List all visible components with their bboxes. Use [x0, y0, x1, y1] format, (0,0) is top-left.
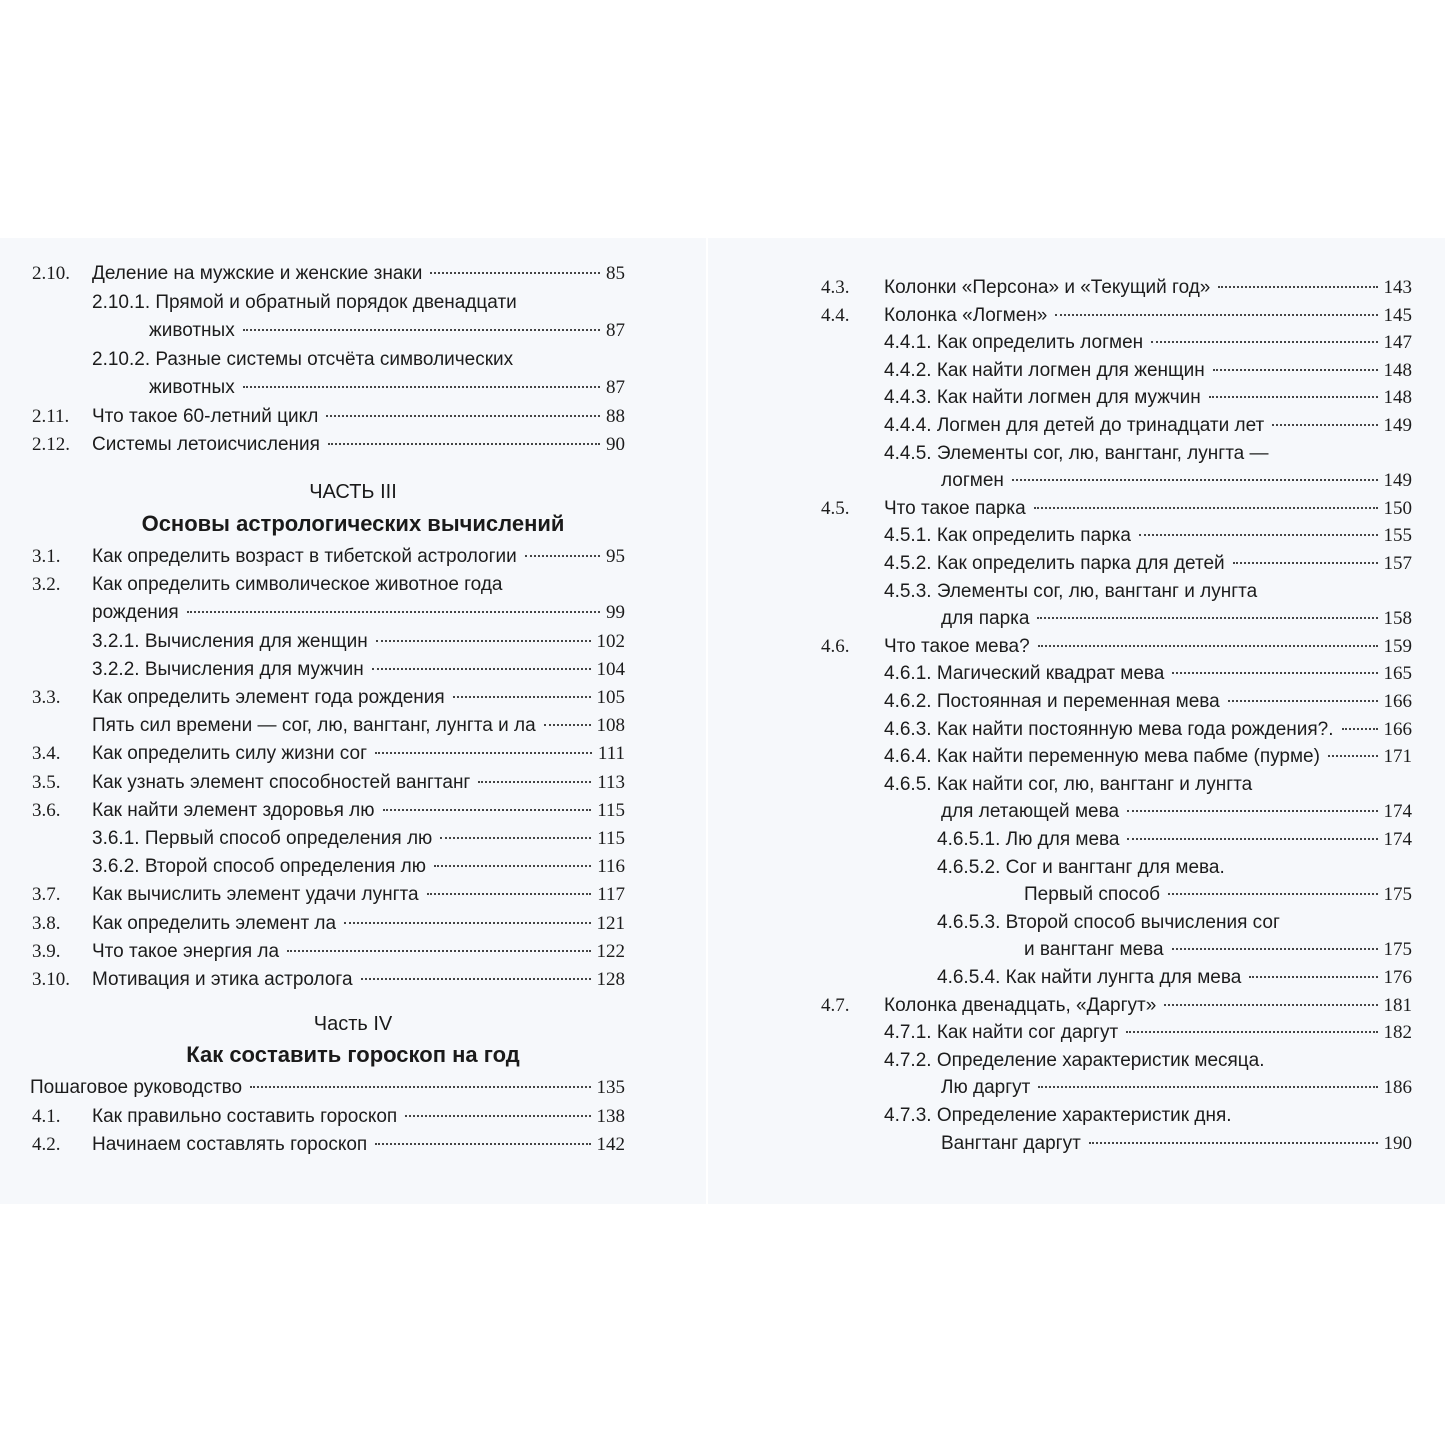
toc-entry-page: 190: [1383, 1132, 1412, 1154]
toc-entry: [708, 992, 1445, 1020]
toc-entry: [0, 431, 706, 459]
dot-leader: [344, 922, 590, 924]
dot-leader: [434, 865, 591, 867]
dot-leader: [1168, 893, 1378, 895]
part4-title: Как составить гороскоп на год: [186, 1042, 520, 1067]
toc-entry-number: 3.7.: [32, 884, 61, 906]
toc-entry-title: Как определить силу жизни сог: [92, 743, 368, 765]
dot-leader: [1164, 1004, 1377, 1006]
toc-entry-number: 3.2.: [32, 574, 61, 596]
toc-entry: [708, 854, 1445, 882]
toc-entry: [708, 412, 1445, 440]
toc-entry-page: 105: [596, 687, 625, 708]
dot-leader: [287, 950, 590, 952]
toc-entry: [708, 936, 1445, 964]
toc-entry-page: 182: [1383, 1022, 1412, 1044]
toc-entry: [0, 374, 706, 402]
toc-entry: [708, 329, 1445, 357]
toc-entry: [708, 522, 1445, 550]
toc-entry: [0, 825, 706, 853]
toc-entry-number: 4.1.: [32, 1105, 61, 1127]
dot-leader: [243, 386, 600, 388]
toc-entry-title: Мотивация и этика астролога: [92, 969, 353, 990]
toc-entry-number: 3.5.: [32, 771, 61, 793]
toc-entry: [708, 660, 1445, 688]
dot-leader: [243, 329, 600, 331]
dot-leader: [361, 978, 591, 980]
toc-entry-page: 87: [606, 320, 625, 341]
toc-entry-page: 165: [1383, 663, 1412, 685]
toc-entry-title: Что такое энергия ла: [92, 940, 280, 962]
toc-entry-title: Деление на мужские и женские знаки: [92, 263, 423, 284]
toc-entry-title: Как определить возраст в тибетской астрологии: [92, 546, 517, 567]
toc-entry-title: Вангтанг даргут: [941, 1132, 1081, 1154]
toc-entry-number: 4.7.: [821, 994, 850, 1016]
dot-leader: [328, 443, 600, 445]
toc-entry-title: логмен: [941, 470, 1004, 492]
toc-entry-page: 115: [597, 828, 625, 849]
toc-entry: [708, 550, 1445, 578]
toc-entry-page: 174: [1383, 801, 1412, 823]
toc-entry-page: 148: [1383, 359, 1412, 381]
toc-entry-title: 4.5.2. Как определить парка для детей: [884, 553, 1225, 574]
dot-leader: [1127, 838, 1377, 840]
toc-entry: [708, 881, 1445, 909]
toc-entry-title: животных: [149, 377, 235, 398]
toc-entry-title: Первый способ: [1024, 884, 1160, 906]
toc-entry: [708, 771, 1445, 799]
toc-entry-title: Что такое 60-летний цикл: [92, 405, 319, 427]
left-page: [0, 238, 706, 1204]
toc-entry-number: 2.12.: [32, 434, 70, 455]
toc-entry-title: 4.6.5.2. Сог и вангтанг для мева.: [937, 856, 1225, 878]
toc-entry: [708, 605, 1445, 633]
toc-entry-number: 3.9.: [32, 940, 61, 962]
dot-leader: [383, 809, 592, 811]
toc-entry-title: Системы летоисчисления: [92, 434, 320, 455]
toc-entry-page: 150: [1383, 497, 1412, 519]
toc-entry-number: 3.6.: [32, 799, 61, 821]
toc-entry: [0, 938, 706, 966]
toc-entry: [0, 1131, 706, 1159]
toc-entry-page: 122: [596, 940, 625, 962]
toc-entry: [0, 571, 706, 599]
toc-entry: [0, 684, 706, 712]
toc-entry-page: 138: [596, 1105, 625, 1127]
toc-entry-title: 4.6.5.4. Как найти лунгта для мева: [937, 967, 1242, 988]
toc-entry: [708, 688, 1445, 716]
toc-entry-title: 4.4.3. Как найти логмен для мужчин: [884, 387, 1201, 409]
dot-leader: [1172, 672, 1377, 674]
toc-entry-title: 4.7.2. Определение характеристик месяца.: [884, 1049, 1265, 1071]
toc-entry-title: 4.6.5. Как найти сог, лю, вангтанг и лунгта: [884, 773, 1253, 795]
part4-label: Часть IV: [313, 1013, 393, 1035]
toc-entry: [0, 910, 706, 938]
toc-entry-page: 181: [1383, 994, 1412, 1016]
toc-entry-number: 3.3.: [32, 687, 61, 708]
toc-entry-title: Пять сил времени — сог, лю, вангтанг, лунгта и ла: [92, 715, 536, 737]
toc-entry-page: 175: [1383, 884, 1412, 906]
toc-entry: [0, 966, 706, 994]
toc-entry-title: 2.10.2. Разные системы отсчёта символических: [92, 348, 514, 370]
toc-entry-title: Как узнать элемент способностей вангтанг: [92, 771, 471, 793]
toc-entry-page: 115: [597, 799, 625, 821]
dot-leader: [376, 640, 591, 642]
toc-entry: [708, 357, 1445, 385]
toc-entry-page: 128: [596, 969, 625, 990]
toc-entry-page: 157: [1383, 553, 1412, 574]
toc-entry-page: 166: [1383, 691, 1412, 712]
toc-entry-title: Что такое парка: [884, 497, 1026, 519]
toc-entry-number: 3.10.: [32, 969, 70, 990]
toc-entry: [708, 826, 1445, 854]
toc-entry-page: 88: [606, 405, 625, 427]
toc-entry-title: 4.6.3. Как найти постоянную мева года рождения?.: [884, 718, 1334, 740]
dot-leader: [1037, 617, 1377, 619]
toc-entry: [0, 769, 706, 797]
toc-entry-title: Колонки «Персона» и «Текущий год»: [884, 277, 1211, 298]
toc-entry-title: 3.2.1. Вычисления для женщин: [92, 630, 368, 652]
toc-entry-title: 3.6.1. Первый способ определения лю: [92, 828, 433, 849]
toc-entry: [0, 346, 706, 374]
toc-entry: [708, 798, 1445, 826]
toc-entry-page: 135: [596, 1077, 625, 1098]
toc-entry-page: 87: [606, 377, 625, 398]
dot-leader: [375, 752, 592, 754]
dot-leader: [1038, 1086, 1377, 1088]
dot-leader: [1272, 424, 1377, 426]
toc-entry: [708, 274, 1445, 302]
toc-entry: [0, 260, 706, 288]
toc-entry-title: 3.2.2. Вычисления для мужчин: [92, 658, 364, 680]
dot-leader: [1055, 314, 1377, 316]
toc-entry-title: 4.6.5.1. Лю для мева: [937, 829, 1120, 850]
toc-entry-page: 148: [1383, 387, 1412, 409]
toc-entry-page: 117: [597, 884, 625, 906]
dot-leader: [478, 781, 591, 783]
part3-title: Основы астрологических вычислений: [141, 511, 565, 536]
toc-entry: [708, 716, 1445, 744]
toc-entry-title: Лю даргут: [941, 1077, 1031, 1099]
toc-entry-number: 4.3.: [821, 277, 850, 298]
dot-leader: [1228, 700, 1378, 702]
dot-leader: [1038, 645, 1378, 647]
dot-leader: [1328, 755, 1378, 757]
toc-entry-title: Как определить элемент ла: [92, 912, 337, 934]
toc-entry-title: Колонка «Логмен»: [884, 304, 1048, 326]
toc-entry: [0, 656, 706, 684]
toc-entry-title: Как определить символическое животное года: [92, 574, 503, 596]
toc-entry: [708, 467, 1445, 495]
toc-entry-title: для летающей мева: [941, 801, 1120, 823]
toc-entry-page: 155: [1383, 525, 1412, 547]
dot-leader: [1034, 507, 1378, 509]
toc-entry-page: 171: [1383, 746, 1412, 768]
toc-entry-title: Что такое мева?: [884, 635, 1030, 657]
dot-leader: [250, 1086, 590, 1088]
toc-entry-page: 116: [597, 856, 625, 878]
toc-entry: [0, 1074, 706, 1102]
toc-entry-title: 4.5.1. Как определить парка: [884, 525, 1131, 547]
toc-entry: [708, 1130, 1445, 1158]
toc-entry: [0, 740, 706, 768]
toc-entry: [0, 403, 706, 431]
toc-entry: [0, 317, 706, 345]
toc-entry-title: 4.4.4. Логмен для детей до тринадцати лет: [884, 415, 1265, 436]
toc-entry-page: 159: [1383, 635, 1412, 657]
toc-entry: [0, 881, 706, 909]
toc-entry-title: 4.6.2. Постоянная и переменная мева: [884, 691, 1220, 712]
dot-leader: [326, 415, 600, 417]
toc-entry-title: 4.6.5.3. Второй способ вычисления сог: [937, 911, 1280, 933]
toc-entry: [708, 384, 1445, 412]
toc-entry-title: 4.7.1. Как найти сог даргут: [884, 1022, 1119, 1044]
toc-entry-number: 4.4.: [821, 304, 850, 326]
toc-entry: [0, 712, 706, 740]
dot-leader: [1012, 479, 1378, 481]
toc-entry-title: 4.4.1. Как определить логмен: [884, 332, 1144, 354]
dot-leader: [1233, 562, 1378, 564]
toc-entry-title: Начинаем составлять гороскоп: [92, 1134, 368, 1155]
dot-leader: [187, 611, 600, 613]
toc-entry-number: 3.1.: [32, 546, 61, 567]
dot-leader: [1213, 369, 1378, 371]
dot-leader: [453, 696, 591, 698]
toc-entry-page: 149: [1383, 415, 1412, 436]
toc-entry: [0, 543, 706, 571]
toc-entry: [708, 1019, 1445, 1047]
toc-entry: [708, 1074, 1445, 1102]
toc-entry: [708, 1102, 1445, 1130]
toc-entry: [0, 289, 706, 317]
dot-leader: [1139, 534, 1378, 536]
dot-leader: [525, 555, 600, 557]
toc-entry: [708, 633, 1445, 661]
dot-leader: [1126, 1031, 1377, 1033]
toc-entry-title: 3.6.2. Второй способ определения лю: [92, 856, 426, 878]
toc-entry-page: 147: [1383, 332, 1412, 354]
toc-entry-page: 99: [606, 602, 625, 624]
toc-entry-title: 4.7.3. Определение характеристик дня.: [884, 1105, 1232, 1126]
toc-entry-title: 4.4.5. Элементы сог, лю, вангтанг, лунгта —: [884, 442, 1269, 464]
toc-entry: [708, 743, 1445, 771]
toc-entry: [708, 909, 1445, 937]
toc-entry-title: 4.6.1. Магический квадрат мева: [884, 663, 1165, 685]
toc-entry-title: животных: [149, 320, 235, 341]
toc-entry-number: 4.6.: [821, 635, 850, 657]
toc-entry-page: 158: [1383, 608, 1412, 630]
toc-entry-page: 175: [1383, 939, 1412, 961]
toc-entry-title: Как определить элемент года рождения: [92, 687, 445, 708]
toc-entry-page: 143: [1383, 277, 1412, 298]
toc-entry-page: 108: [596, 715, 625, 737]
toc-entry: [0, 853, 706, 881]
toc-entry-page: 145: [1383, 304, 1412, 326]
dot-leader: [430, 272, 600, 274]
toc-entry-title: Пошаговое руководство: [30, 1077, 243, 1098]
toc-entry-page: 90: [606, 434, 625, 455]
toc-entry-page: 111: [597, 743, 625, 765]
toc-entry-title: 4.4.2. Как найти логмен для женщин: [884, 359, 1205, 381]
toc-entry-page: 142: [596, 1134, 625, 1155]
toc-entry-title: 4.6.4. Как найти переменную мева пабме (пурме): [884, 746, 1320, 768]
toc-entry-number: 2.11.: [32, 405, 70, 427]
dot-leader: [372, 668, 591, 670]
toc-entry-title: Колонка двенадцать, «Даргут»: [884, 994, 1157, 1016]
toc-entry-number: 3.4.: [32, 743, 61, 765]
toc-entry: [0, 599, 706, 627]
toc-entry-page: 85: [606, 263, 625, 284]
dot-leader: [544, 724, 591, 726]
toc-entry: [0, 797, 706, 825]
toc-entry-title: Как вычислить элемент удачи лунгта: [92, 884, 419, 906]
toc-entry: [708, 1047, 1445, 1075]
toc-entry-page: 186: [1383, 1077, 1412, 1099]
toc-entry: [708, 964, 1445, 992]
toc-entry: [708, 440, 1445, 468]
toc-entry-number: 2.10.: [32, 263, 70, 284]
part3-label: ЧАСТЬ III: [309, 481, 397, 503]
toc-entry-title: 2.10.1. Прямой и обратный порядок двенадцати: [92, 291, 517, 313]
toc-entry-page: 95: [606, 546, 625, 567]
toc-entry-title: и вангтанг мева: [1024, 939, 1164, 961]
dot-leader: [1089, 1142, 1378, 1144]
toc-entry-page: 104: [596, 658, 625, 680]
toc-entry: [708, 302, 1445, 330]
dot-leader: [1209, 396, 1378, 398]
dot-leader: [440, 837, 591, 839]
toc-entry-number: 3.8.: [32, 912, 61, 934]
dot-leader: [1218, 286, 1377, 288]
toc-entry: [0, 1103, 706, 1131]
toc-entry-title: рождения: [92, 602, 179, 624]
toc-entry-title: Как найти элемент здоровья лю: [92, 799, 375, 821]
toc-entry-page: 149: [1383, 470, 1412, 492]
toc-entry-number: 4.2.: [32, 1134, 61, 1155]
right-page: [708, 238, 1445, 1204]
toc-entry: [0, 628, 706, 656]
dot-leader: [1249, 976, 1377, 978]
dot-leader: [375, 1143, 590, 1145]
toc-entry-title: 4.5.3. Элементы сог, лю, вангтанг и лунгта: [884, 580, 1258, 602]
toc-entry: [708, 578, 1445, 606]
toc-entry-page: 174: [1383, 829, 1412, 850]
toc-entry-number: 4.5.: [821, 497, 850, 519]
toc-entry-title: Как правильно составить гороскоп: [92, 1105, 398, 1127]
dot-leader: [1342, 728, 1378, 730]
dot-leader: [1151, 341, 1377, 343]
toc-entry: [708, 495, 1445, 523]
dot-leader: [405, 1115, 590, 1117]
toc-entry-page: 102: [596, 630, 625, 652]
toc-entry-page: 176: [1383, 967, 1412, 988]
toc-entry-title: для парка: [941, 608, 1030, 630]
dot-leader: [1172, 948, 1378, 950]
dot-leader: [427, 893, 592, 895]
toc-entry-page: 113: [597, 771, 625, 793]
toc-entry-page: 166: [1383, 718, 1412, 740]
dot-leader: [1127, 810, 1377, 812]
toc-entry-page: 121: [596, 912, 625, 934]
